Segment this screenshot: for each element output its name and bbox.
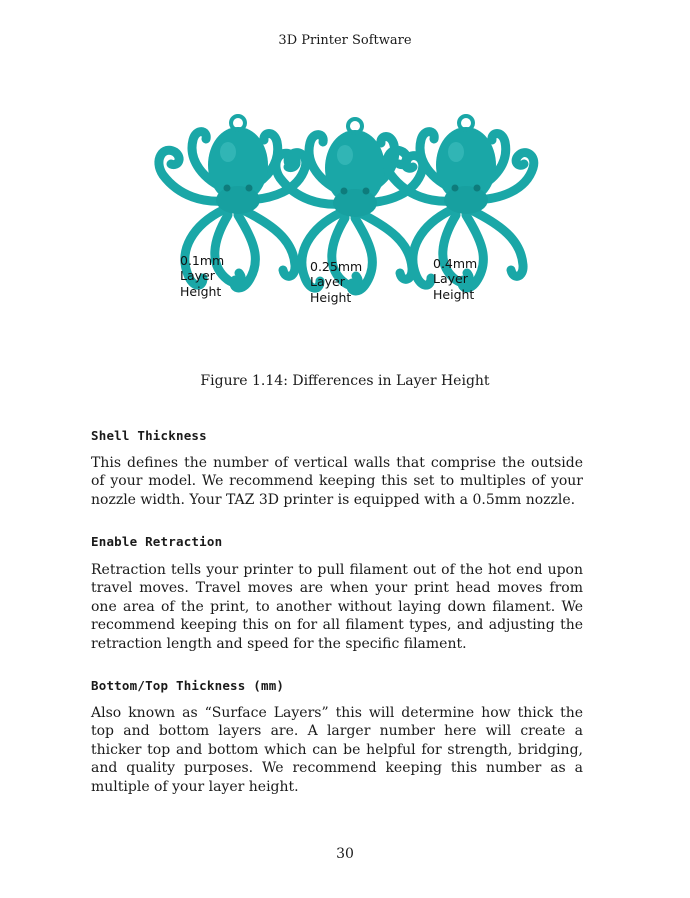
label-line2-1: Layer: [180, 268, 215, 283]
section-heading-enable-retraction: Enable Retraction: [91, 534, 223, 549]
page-number: 30: [336, 846, 354, 862]
label-line3-3: Height: [433, 287, 475, 302]
running-header: 3D Printer Software: [278, 33, 412, 48]
octopus-models-image: [118, 70, 555, 362]
section-heading-shell-thickness: Shell Thickness: [91, 428, 207, 443]
label-line2-2: Layer: [310, 274, 345, 289]
layer-height-figure: [118, 70, 555, 362]
section-body-shell-thickness: This defines the number of vertical walls that comprise the outside of your model. We recommend keeping this set to multiples of your nozzle width. Your TAZ 3D printer is equipped with a 0.5mm nozzle.: [91, 455, 583, 508]
label-line2-3: Layer: [433, 271, 468, 286]
label-line3-2: Height: [310, 290, 352, 305]
label-value-2: 0.25mm: [310, 259, 363, 274]
label-value-3: 0.4mm: [433, 256, 478, 271]
figure-caption: Figure 1.14: Differences in Layer Height: [200, 373, 490, 389]
label-line3-1: Height: [180, 284, 222, 299]
section-body-enable-retraction: Retraction tells your printer to pull filament out of the hot end upon travel moves. Travel moves are when your print head moves from one area of the print, to another without laying down filament. We recommend keeping this on for all filament types, and adjusting the retraction length and speed for the specific filament.: [91, 562, 583, 652]
label-value-1: 0.1mm: [180, 253, 225, 268]
section-heading-bottom-top-thickness: Bottom/Top Thickness (mm): [91, 678, 285, 693]
section-body-bottom-top-thickness: Also known as “Surface Layers” this will determine how thick the top and bottom layers are. A larger number here will create a thicker top and bottom which can be helpful for strength, bridging, and quality purposes. We recommend keeping this number as a multiple of your layer height.: [91, 705, 583, 795]
